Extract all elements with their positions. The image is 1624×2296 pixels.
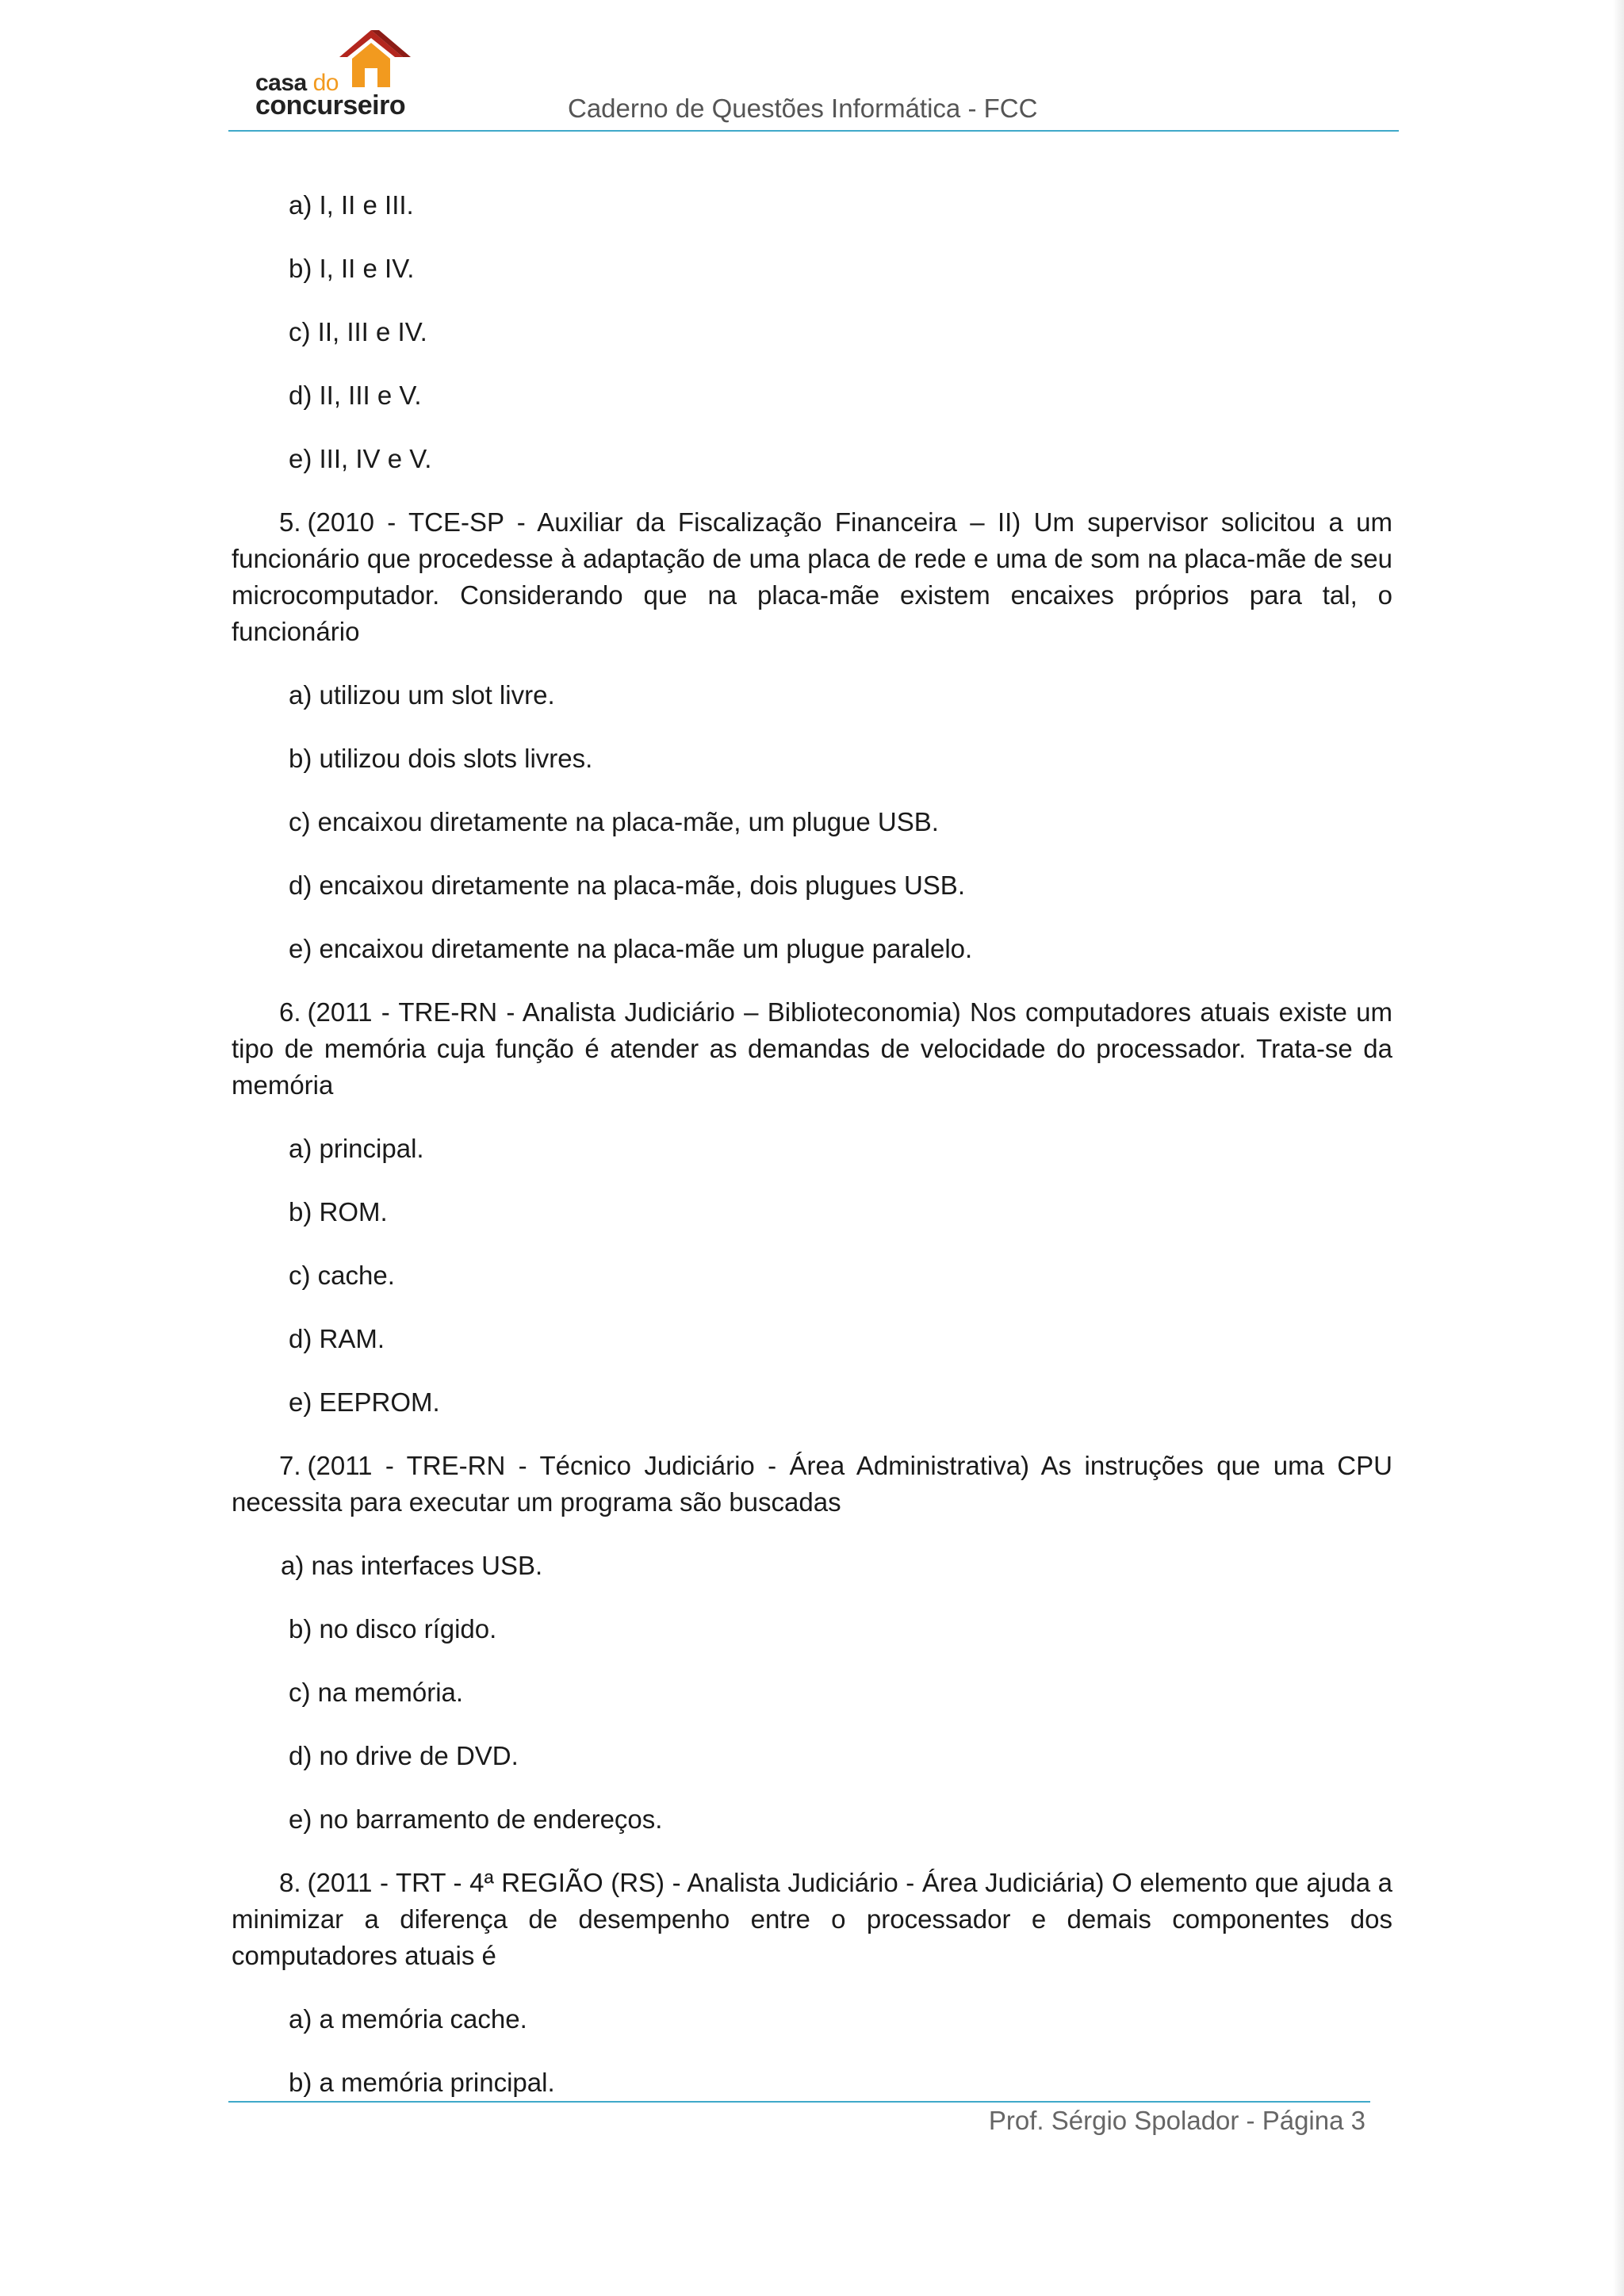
page-content	[232, 187, 1392, 2128]
question-8-option-a: a) a memória cache.	[289, 2004, 527, 2034]
brand-logo	[255, 27, 414, 122]
question-6	[232, 994, 1392, 1104]
question-5-option-b: b) utilizou dois slots livres.	[289, 744, 593, 773]
page-header-title: Caderno de Questões Informática - FCC	[568, 94, 1038, 123]
question-8-option-b: b) a memória principal.	[289, 2068, 555, 2097]
question-4-option-b: b) I, II e IV.	[289, 254, 415, 283]
question-6-number: 6.	[279, 997, 301, 1027]
question-8-text: (2011 - TRT - 4ª REGIÃO (RS) - Analista Judiciário - Área Judiciária) O elemento que ajuda a minimizar a diferença de desempenho entre o processador e demais componentes dos computadores atuais é	[232, 1868, 1392, 1970]
question-6-option-b: b) ROM.	[289, 1197, 388, 1226]
question-4-option-c: c) II, III e IV.	[289, 317, 427, 346]
question-6-option-e: e) EEPROM.	[289, 1387, 440, 1417]
question-7-number: 7.	[279, 1451, 301, 1480]
question-4-option-a: a) I, II e III.	[289, 190, 414, 220]
question-8	[232, 1865, 1392, 1974]
page-footer: Prof. Sérgio Spolador - Página 3	[988, 2106, 1365, 2135]
question-7-option-b: b) no disco rígido.	[289, 1614, 497, 1644]
question-4-option-e: e) III, IV e V.	[289, 444, 432, 473]
question-5-option-a: a) utilizou um slot livre.	[289, 680, 555, 710]
question-7-option-c: c) na memória.	[289, 1678, 464, 1707]
question-6-option-a: a) principal.	[289, 1134, 424, 1163]
header-divider	[228, 130, 1399, 132]
logo-text-do: do	[312, 70, 339, 96]
question-5-text: (2010 - TCE-SP - Auxiliar da Fiscalização Financeira – II) Um supervisor solicitou a um funcionário que procedesse à adaptação de uma placa de rede e uma de som na placa-mãe de seu microcomputador. Considerando que na placa-mãe existem encaixes próprios para tal, o funcionário	[232, 507, 1392, 646]
question-5-option-e: e) encaixou diretamente na placa-mãe um plugue paralelo.	[289, 934, 973, 963]
question-7-option-e: e) no barramento de endereços.	[289, 1804, 663, 1834]
question-5-option-c: c) encaixou diretamente na placa-mãe, um plugue USB.	[289, 807, 939, 836]
question-8-number: 8.	[279, 1868, 301, 1897]
question-5-number: 5.	[279, 507, 301, 537]
page-edge-shade	[1613, 0, 1624, 2296]
question-7-option-d: d) no drive de DVD.	[289, 1741, 519, 1770]
logo-text-casa: casa	[255, 70, 313, 96]
question-6-text: (2011 - TRE-RN - Analista Judiciário – Biblioteconomia) Nos computadores atuais existe um tipo de memória cuja função é atender as demandas de velocidade do processador. Trata-se da memória	[232, 997, 1392, 1100]
question-7-option-a: a) nas interfaces USB.	[281, 1551, 543, 1580]
footer-divider	[228, 2101, 1370, 2103]
question-7	[232, 1448, 1392, 1521]
question-5-option-d: d) encaixou diretamente na placa-mãe, dois plugues USB.	[289, 871, 965, 900]
question-7-text: (2011 - TRE-RN - Técnico Judiciário - Área Administrativa) As instruções que uma CPU necessita para executar um programa são buscadas	[232, 1451, 1392, 1517]
question-6-option-d: d) RAM.	[289, 1324, 385, 1353]
logo-text-concurseiro: concurseiro	[255, 90, 406, 121]
question-4-option-d: d) II, III e V.	[289, 381, 422, 410]
question-5	[232, 504, 1392, 650]
question-6-option-c: c) cache.	[289, 1261, 395, 1290]
